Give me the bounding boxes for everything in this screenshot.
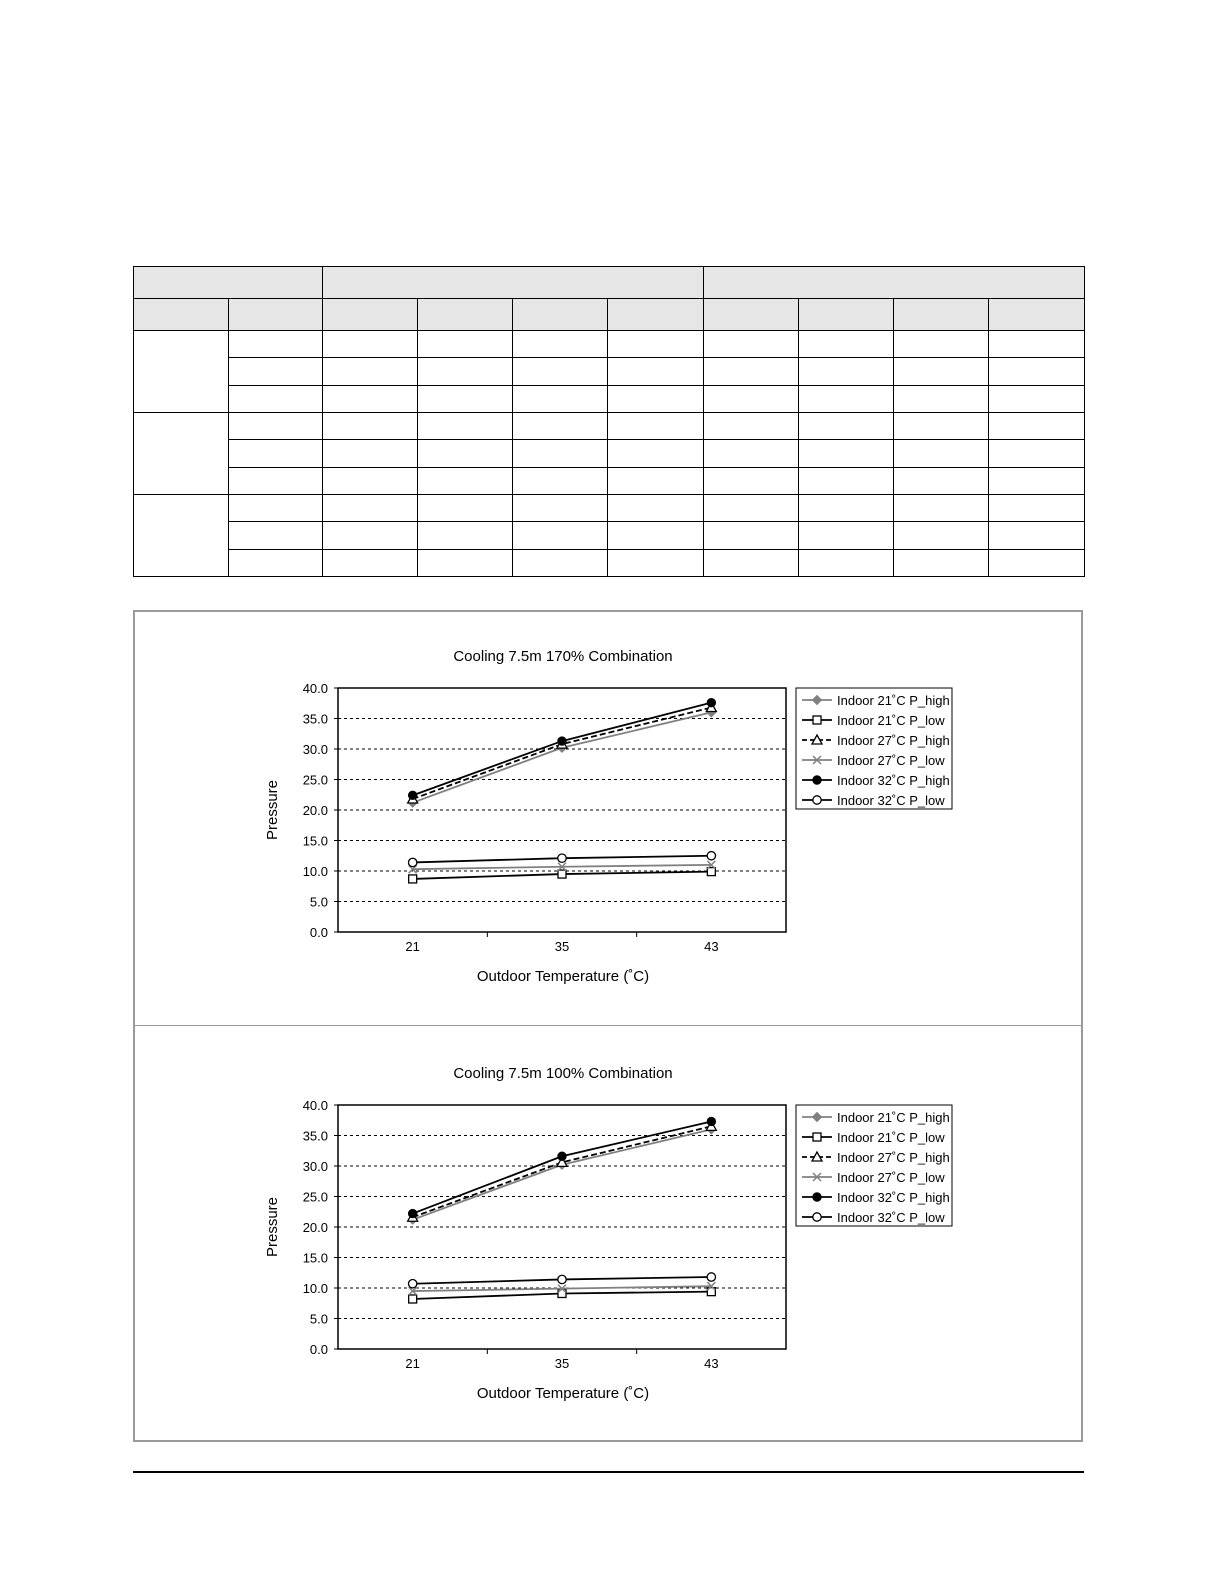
table-cell [799,522,894,549]
table-cell [894,522,989,549]
data-point [558,1152,566,1160]
x-axis-title: Outdoor Temperature (˚C) [476,1385,650,1402]
legend-label: Indoor 32˚C P_low [837,1210,945,1225]
table-cell [608,358,704,385]
table-cell [989,358,1085,385]
chart-title: Cooling 7.5m 170% Combination [453,648,673,665]
legend-label: Indoor 21˚C P_high [837,1110,950,1125]
y-tick-label: 25.0 [302,1189,328,1205]
table-cell [704,358,799,385]
x-axis-title: Outdoor Temperature (˚C) [476,968,650,985]
table-cell [894,358,989,385]
table-group-cell [134,412,229,494]
table-cell [989,549,1085,576]
legend-label: Indoor 32˚C P_low [837,793,945,808]
table-cell [608,494,704,521]
table-cell [989,412,1085,439]
table-cell [418,440,513,467]
table-cell [513,330,608,357]
table-row [134,358,1085,385]
table-row [134,467,1085,494]
table-cell [799,385,894,412]
legend-label: Indoor 32˚C P_high [837,1190,950,1205]
table-cell [894,412,989,439]
table-cell [894,494,989,521]
legend-label: Indoor 21˚C P_low [837,1130,945,1145]
table-cell [989,385,1085,412]
table-cell [608,330,704,357]
table-cell [704,330,799,357]
table-row [134,385,1085,412]
table-cell [229,522,323,549]
y-tick-label: 0.0 [309,1342,328,1357]
table-cell [989,330,1085,357]
y-tick-label: 35.0 [302,1128,328,1144]
table-cell [989,440,1085,467]
table-cell [323,385,418,412]
table-cell [418,385,513,412]
table-header-cell [323,267,704,299]
table-cell [799,358,894,385]
data-point [813,716,821,724]
table-cell [229,330,323,357]
data-point [408,858,416,866]
table-header-cell [894,299,989,330]
table-cell [323,522,418,549]
data-point [408,1209,416,1217]
data-point [813,1213,821,1221]
table-cell [513,549,608,576]
y-tick-label: 15.0 [302,833,328,849]
data-point [558,1275,566,1283]
table-cell [418,494,513,521]
y-tick-label: 0.0 [309,925,328,940]
table-cell [608,412,704,439]
table-cell [608,522,704,549]
table-cell [894,549,989,576]
y-tick-label: 10.0 [302,864,328,879]
table-cell [418,358,513,385]
table-cell [513,358,608,385]
table-cell [229,385,323,412]
y-tick-label: 35.0 [302,711,328,727]
x-tick-label: 21 [405,1356,420,1371]
table-cell [704,549,799,576]
data-table [133,266,1085,577]
table-cell [229,412,323,439]
table-cell [989,494,1085,521]
table-cell [704,440,799,467]
legend-label: Indoor 21˚C P_high [837,693,950,708]
table-cell [894,467,989,494]
y-axis-title: Pressure [264,1196,281,1258]
table-header-row [134,267,1085,299]
table-cell [513,522,608,549]
table-cell [608,385,704,412]
table-cell [229,467,323,494]
table-cell [704,467,799,494]
table-cell [323,467,418,494]
table-row [134,549,1085,576]
table-cell [799,467,894,494]
table-cell [704,412,799,439]
data-point [813,796,821,804]
table-body [134,330,1085,576]
table-cell [608,549,704,576]
y-tick-label: 40.0 [302,1098,328,1113]
y-tick-label: 15.0 [302,1250,328,1266]
table-cell [799,494,894,521]
x-tick-label: 35 [554,939,570,954]
table-cell [799,440,894,467]
table-header-cell [134,267,323,299]
table-cell [513,412,608,439]
chart-170-combination [0,620,1225,1040]
legend-label: Indoor 27˚C P_high [837,733,950,748]
data-point [408,1280,416,1288]
table-cell [323,494,418,521]
table-header-cell [704,267,1085,299]
table-header-cell [799,299,894,330]
table-cell [229,358,323,385]
table-cell [323,549,418,576]
table-header-cell [134,299,229,330]
table-header-cell [989,299,1085,330]
y-tick-label: 20.0 [302,803,328,818]
legend-label: Indoor 32˚C P_high [837,773,950,788]
table-cell [704,385,799,412]
table-cell [229,549,323,576]
y-tick-label: 25.0 [302,772,328,788]
table-cell [894,440,989,467]
table-cell [513,385,608,412]
table-row [134,412,1085,439]
table-row [134,330,1085,357]
table-cell [418,467,513,494]
y-tick-label: 5.0 [309,1311,328,1327]
table-cell [229,494,323,521]
x-tick-label: 35 [554,1356,570,1371]
table-cell [418,412,513,439]
data-point [707,852,715,860]
table-cell [608,467,704,494]
y-tick-label: 30.0 [302,1159,328,1174]
data-point [558,870,566,878]
table-cell [229,440,323,467]
table-cell [704,522,799,549]
data-point [558,854,566,862]
table-cell [418,522,513,549]
table-header-cell [513,299,608,330]
table-subheader-row [134,299,1085,330]
data-point [409,1295,417,1303]
table-row [134,522,1085,549]
table-cell [894,330,989,357]
table-header-cell [704,299,799,330]
data-point [707,1117,715,1125]
data-point [558,737,566,745]
data-point [813,1193,821,1201]
table-cell [799,412,894,439]
data-point [707,698,715,706]
table-cell [989,522,1085,549]
table-cell [989,467,1085,494]
legend-label: Indoor 27˚C P_low [837,1170,945,1185]
x-tick-label: 43 [704,1356,719,1371]
table-cell [418,330,513,357]
data-point [707,1273,715,1281]
table-cell [894,385,989,412]
y-tick-label: 30.0 [302,742,328,757]
data-point [813,1133,821,1141]
chart-100-combination [0,1037,1225,1457]
table-cell [323,412,418,439]
data-point [409,875,417,883]
x-tick-label: 21 [405,939,420,954]
table-group-cell [134,330,229,412]
bottom-rule [133,1471,1084,1473]
data-point [813,776,821,784]
y-tick-label: 5.0 [309,894,328,910]
table-group-cell [134,494,229,576]
table-cell [513,494,608,521]
table-row [134,440,1085,467]
y-tick-label: 20.0 [302,1220,328,1235]
table-cell [799,330,894,357]
table-header-cell [229,299,323,330]
legend-label: Indoor 27˚C P_high [837,1150,950,1165]
y-axis-title: Pressure [264,779,281,841]
table-header-cell [418,299,513,330]
table-cell [799,549,894,576]
table-cell [323,330,418,357]
chart-title: Cooling 7.5m 100% Combination [453,1065,673,1082]
data-point [408,791,416,799]
y-tick-label: 40.0 [302,681,328,696]
table-cell [513,467,608,494]
legend-label: Indoor 21˚C P_low [837,713,945,728]
data-point [707,868,715,876]
table-cell [608,440,704,467]
legend-label: Indoor 27˚C P_low [837,753,945,768]
table-cell [323,358,418,385]
table-cell [704,494,799,521]
table-cell [513,440,608,467]
table-header-cell [323,299,418,330]
table-header-cell [608,299,704,330]
table-cell [418,549,513,576]
x-tick-label: 43 [704,939,719,954]
y-tick-label: 10.0 [302,1281,328,1296]
table-row [134,494,1085,521]
table-cell [323,440,418,467]
